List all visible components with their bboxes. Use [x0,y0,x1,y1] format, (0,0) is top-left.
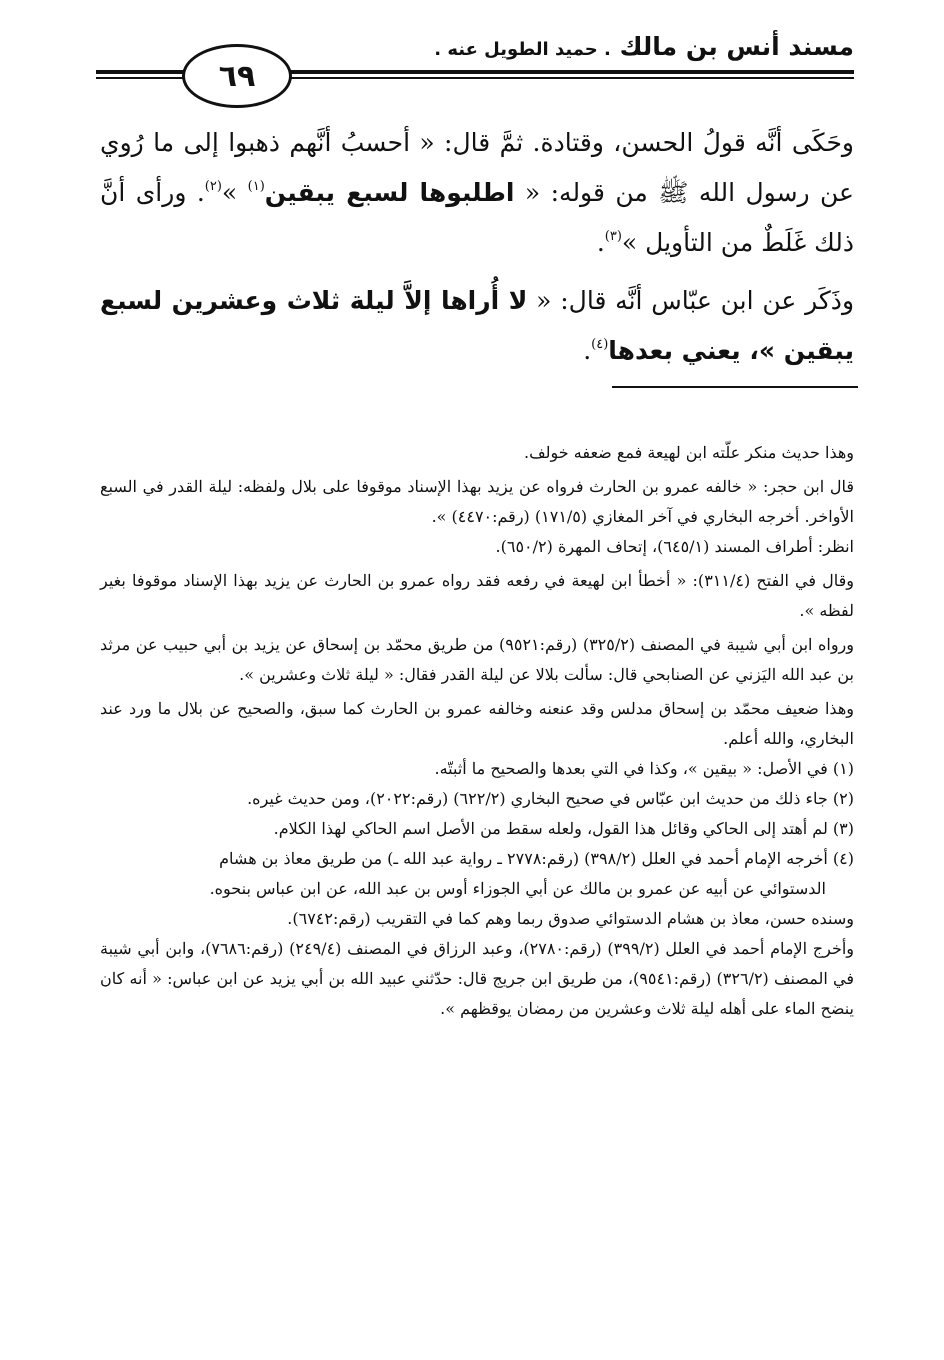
footnote-line: وهذا حديث منكر علّته ابن لهيعة فمع ضعفه خولف. [524,443,854,462]
footnote-marker: (١) [247,179,265,194]
footnote-line: وسنده حسن، معاذ بن هشام الدستوائي صدوق ربما وهم كما في التقريب (رقم:٦٧٤٢). [287,909,854,928]
text-span: وذَكَر عن ابن عبّاس أنَّه قال: « [527,286,855,315]
footnote-line: وهذا ضعيف محمّد بن إسحاق مدلس وقد عنعنه وخالفه عمرو بن الحارث كما سبق، والصحيح عن بلال ما ورد عند البخاري، والله أعلم. [100,699,854,748]
main-paragraph [100,276,854,376]
text-span: وحَكَى أنَّه قولُ الحسن، وقتادة. ثمَّ قال: « أحسبُ أنَّهم ذهبوا إلى ما رُوي عن رسول الله ﷺ من قوله: « [100,128,854,207]
footnote-marker: (٤) [591,337,609,352]
text-span: . [596,228,605,257]
running-header [434,32,854,65]
footnote-entry: (٢) جاء ذلك من حديث ابن عبّاس في صحيح البخاري (٦٢٢/٢) (رقم:٢٠٢٢)، ومن حديث غيره. [247,789,854,808]
text-span: . [583,336,592,365]
page-number-badge [182,44,292,108]
footnote-line: قال ابن حجر: « خالفه عمرو بن الحارث فرواه عن يزيد بهذا الإسناد موقوفا على بلال ولفظه: ليلة القدر في السبع الأواخر. أخرجه البخاري في آخر المغازي (١٧١/٥) (رقم:٤٤٧٠) ». [100,477,854,526]
footnotes [100,438,854,1024]
hadith-quote: اطلبوها لسبع يبقين [264,178,515,207]
text-span: . ورأى أنَّ ذلك غَلَطٌ من التأويل » [100,178,854,257]
footnote-marker: (٣) [604,229,622,244]
footnote-entry: (١) في الأصل: « بيقين »، وكذا في التي بعدها والصحيح ما أثبتّه. [434,759,854,778]
chapter-title: . حميد الطويل عنه . [434,39,611,60]
quote-text: لا أُراها إلاَّ ليلة ثلاث وعشرين لسبع يبقين »، يعني بعدها [100,286,854,365]
footnote-separator [612,386,858,388]
book-title: مسند أنس بن مالك [619,32,854,61]
text-span: » [221,178,248,207]
footnote-line: انظر: أطراف المسند (٦٤٥/١)، إتحاف المهرة (٦٥٠/٢). [495,537,854,556]
main-text [100,118,854,376]
footnote-entry-continued: الدستوائي عن أبيه عن عمرو بن مالك عن أبي الجوزاء أوس بن عبد الله، عن ابن عباس بنحوه. [209,879,826,898]
main-paragraph [100,118,854,268]
footnote-line: وقال في الفتح (٣١١/٤): « أخطأ ابن لهيعة في رفعه فقد رواه عمرو بن الحارث عن يزيد بهذا الإسناد موقوفا بغير لفظه ». [100,571,855,620]
footnote-entry: (٤) أخرجه الإمام أحمد في العلل (٣٩٨/٢) (رقم:٢٧٧٨ ـ رواية عبد الله ـ) من طريق معاذ بن هشام [219,849,854,868]
footnote-line: ورواه ابن أبي شيبة في المصنف (٣٢٥/٢) (رقم:٩٥٢١) من طريق محمّد بن إسحاق عن يزيد بن أبي حبيب عن مرثد بن عبد الله اليَزني عن الصنابحي قال: سألت بلالا عن ليلة القدر فقال: « ليلة ثلاث وعشرين ». [100,635,855,684]
footnote-entry: (٣) لم أهتد إلى الحاكي وقائل هذا القول، ولعله سقط من الأصل اسم الحاكي لهذا الكلام. [273,819,854,838]
footnote-line: وأخرج الإمام أحمد في العلل (٣٩٩/٢) (رقم:٢٧٨٠)، وعبد الرزاق في المصنف (٢٤٩/٤) (رقم:٧٦٨٦)، وابن أبي شيبة في المصنف (٣٢٦/٢) (رقم:٩٥٤١)، من طريق ابن جريج قال: حدّثني عبيد الله بن أبي يزيد عن ابن عباس: « أنه كان ينضح الماء على أهله ليلة ثلاث وعشرين من رمضان يوقظهم ». [100,939,855,1018]
page-number: ٦٩ [218,58,256,94]
footnote-marker: (٢) [204,179,222,194]
